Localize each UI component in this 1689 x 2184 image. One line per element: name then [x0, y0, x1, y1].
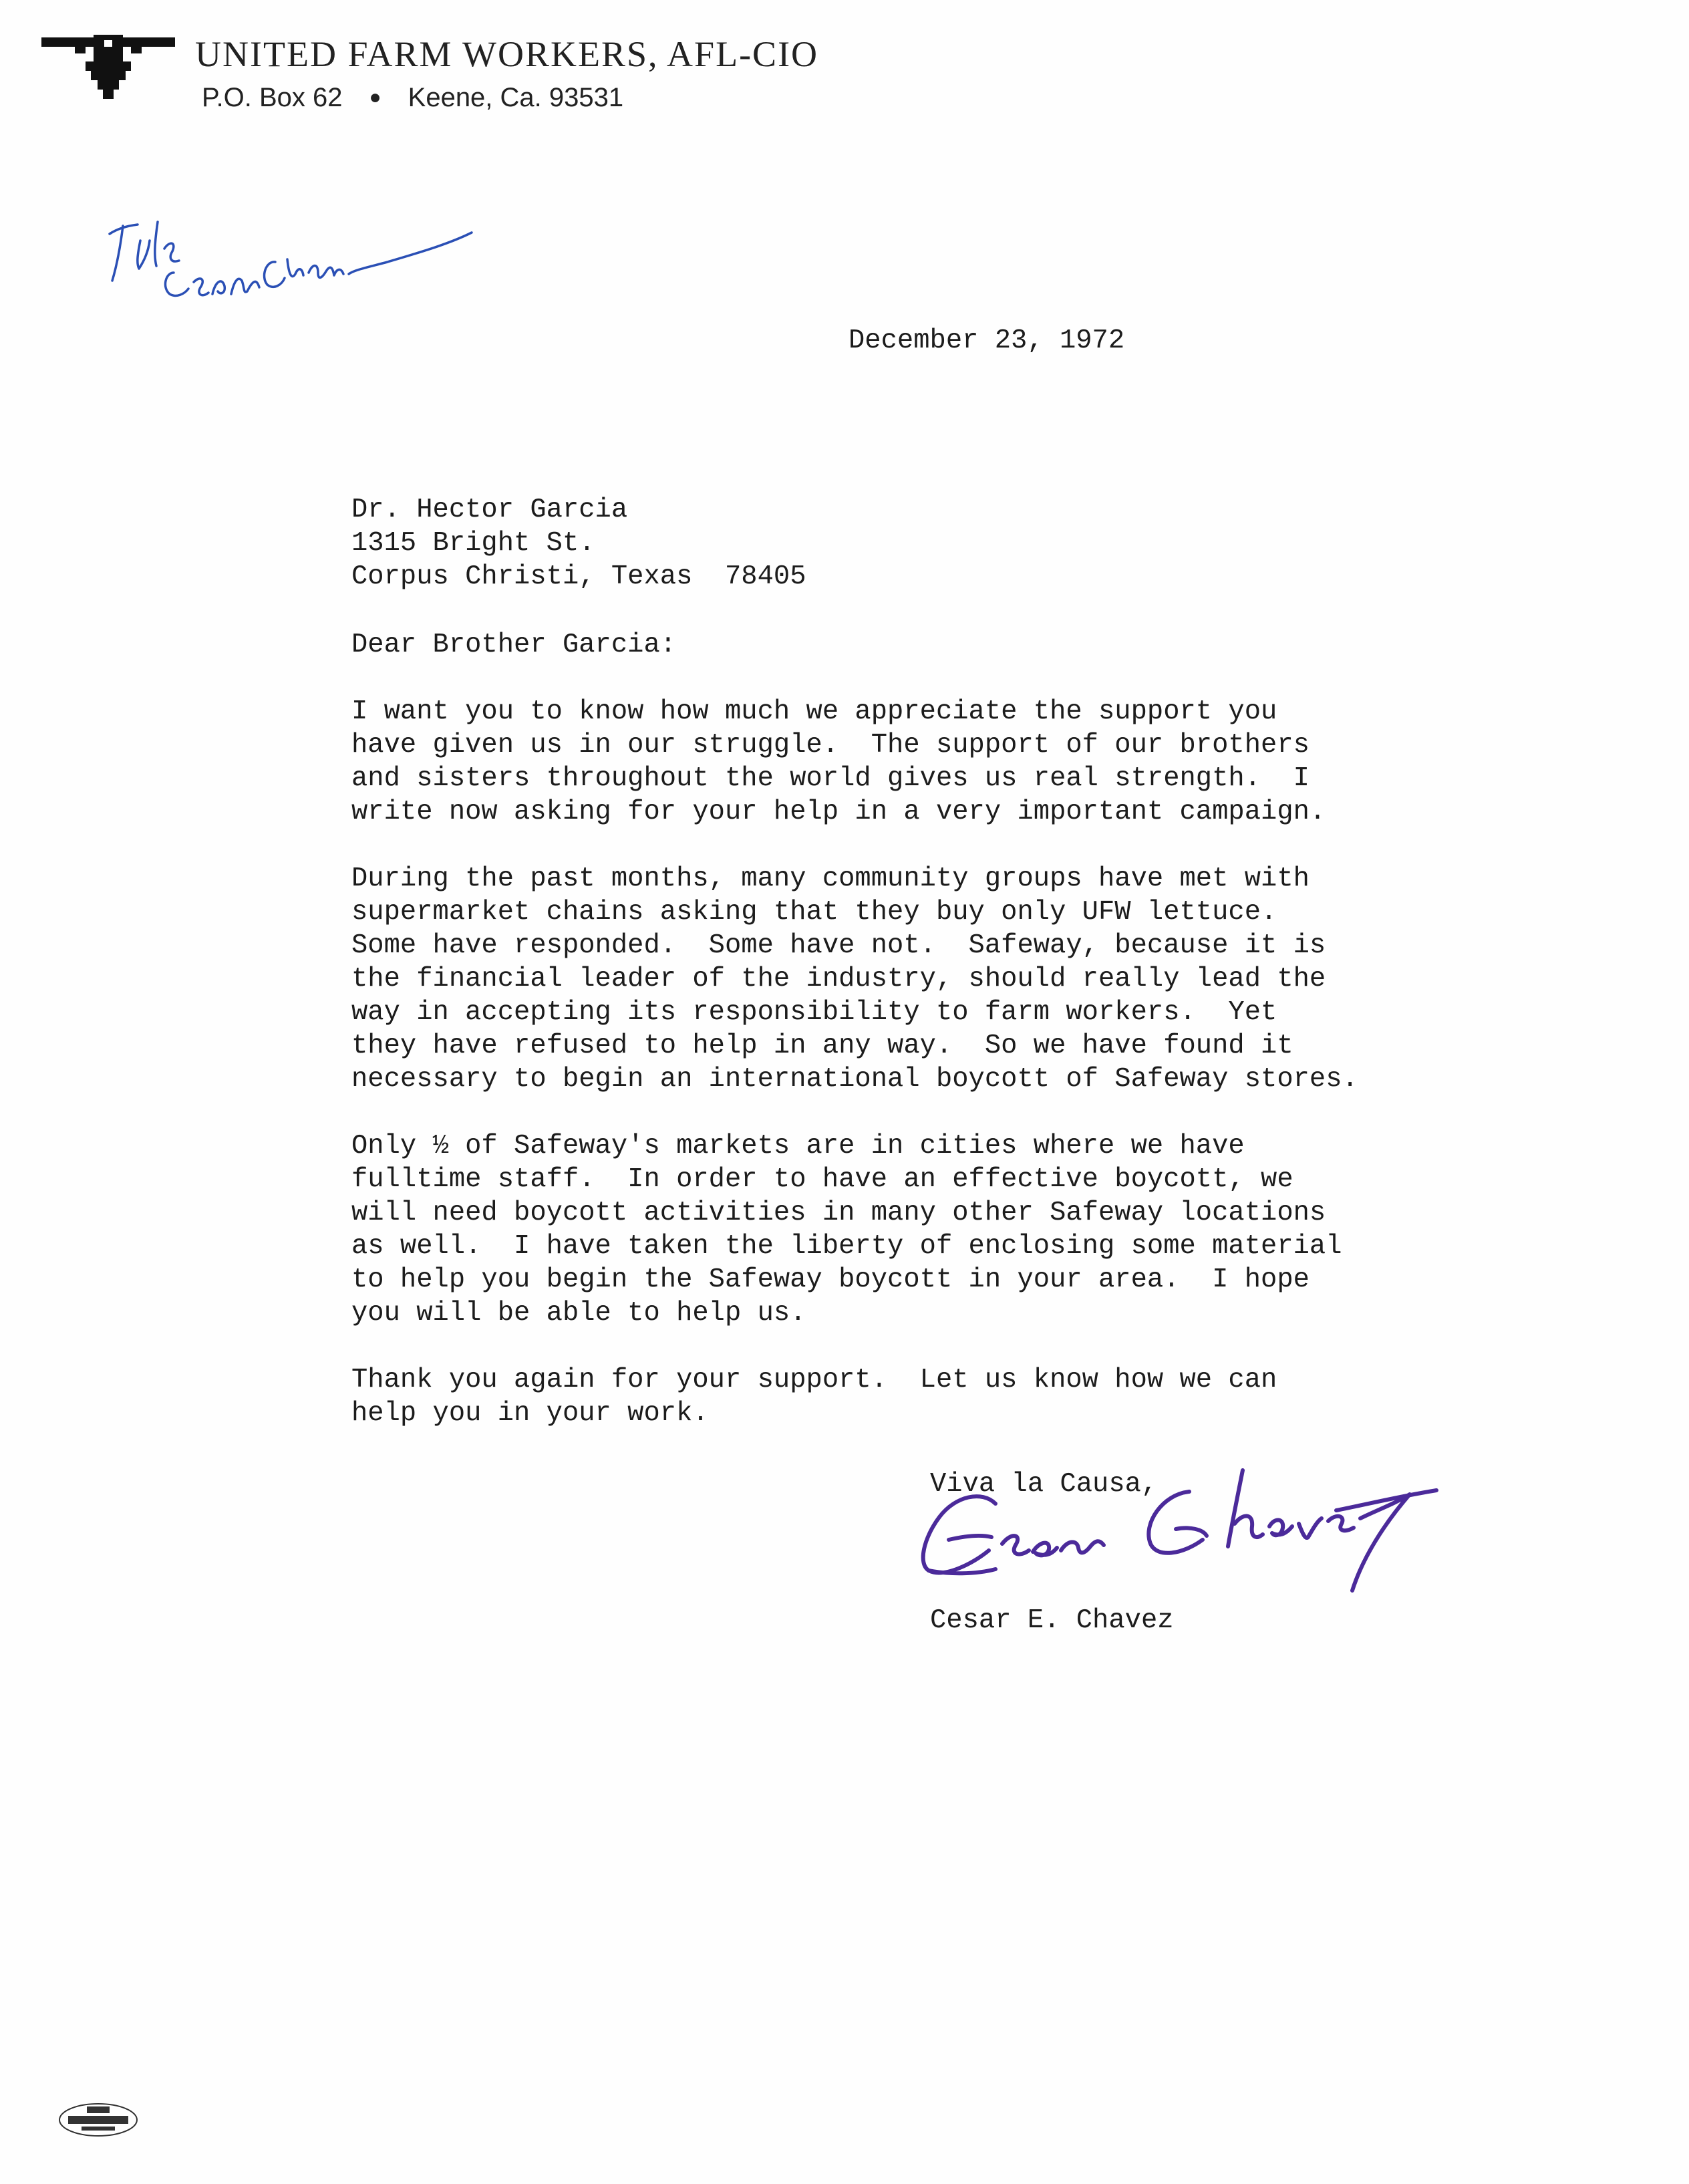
recipient-street: 1315 Bright St.: [351, 528, 595, 559]
paragraph-line: During the past months, many community groups have met with: [351, 863, 1310, 894]
bullet-separator: ●: [369, 86, 381, 108]
closing: Viva la Causa,: [930, 1469, 1158, 1500]
ufw-eagle-icon: [41, 35, 175, 102]
paragraph-line: write now asking for your help in a very important campaign.: [351, 797, 1326, 827]
paragraph-line: they have refused to help in any way. So we have found it: [351, 1031, 1293, 1061]
paragraph-line: Some have responded. Some have not. Safeway, because it is: [351, 930, 1326, 961]
org-address: [202, 83, 623, 113]
paragraph-line: to help you begin the Safeway boycott in your area. I hope: [351, 1264, 1310, 1295]
recipient-city: Corpus Christi, Texas 78405: [351, 561, 806, 592]
handwritten-note: [100, 194, 474, 327]
recipient-address: [351, 493, 806, 593]
paragraph-line: help you in your work.: [351, 1398, 709, 1429]
paragraph-line: will need boycott activities in many other Safeway locations: [351, 1198, 1326, 1228]
paragraph-1: [351, 695, 1326, 829]
paragraph-line: as well. I have taken the liberty of enclosing some material: [351, 1231, 1342, 1262]
recipient-name: Dr. Hector Garcia: [351, 495, 628, 525]
paragraph-line: you will be able to help us.: [351, 1298, 806, 1329]
signature: [909, 1457, 1483, 1604]
paragraph-3: [351, 1129, 1342, 1330]
paragraph-2: [351, 862, 1358, 1096]
paragraph-line: and sisters throughout the world gives us real strength. I: [351, 763, 1310, 794]
paragraph-line: fulltime staff. In order to have an effective boycott, we: [351, 1164, 1293, 1195]
union-bug-icon: [55, 2100, 142, 2140]
signer-name: Cesar E. Chavez: [930, 1605, 1174, 1636]
paragraph-line: the financial leader of the industry, should really lead the: [351, 964, 1326, 994]
paragraph-line: I want you to know how much we appreciate the support you: [351, 696, 1277, 727]
letter-date: December 23, 1972: [849, 325, 1125, 356]
paragraph-line: supermarket chains asking that they buy only UFW lettuce.: [351, 897, 1277, 928]
org-name: UNITED FARM WORKERS, AFL-CIO: [195, 34, 819, 74]
po-box: P.O. Box 62: [202, 83, 343, 112]
paragraph-line: necessary to begin an international boycott of Safeway stores.: [351, 1064, 1358, 1095]
paragraph-line: have given us in our struggle. The support of our brothers: [351, 730, 1310, 761]
salutation: Dear Brother Garcia:: [351, 630, 677, 660]
org-city: Keene, Ca. 93531: [408, 83, 624, 112]
paragraph-line: way in accepting its responsibility to farm workers. Yet: [351, 997, 1277, 1028]
paragraph-4: [351, 1363, 1277, 1430]
paragraph-line: Thank you again for your support. Let us know how we can: [351, 1365, 1277, 1395]
paragraph-line: Only ½ of Safeway's markets are in cities where we have: [351, 1131, 1245, 1162]
